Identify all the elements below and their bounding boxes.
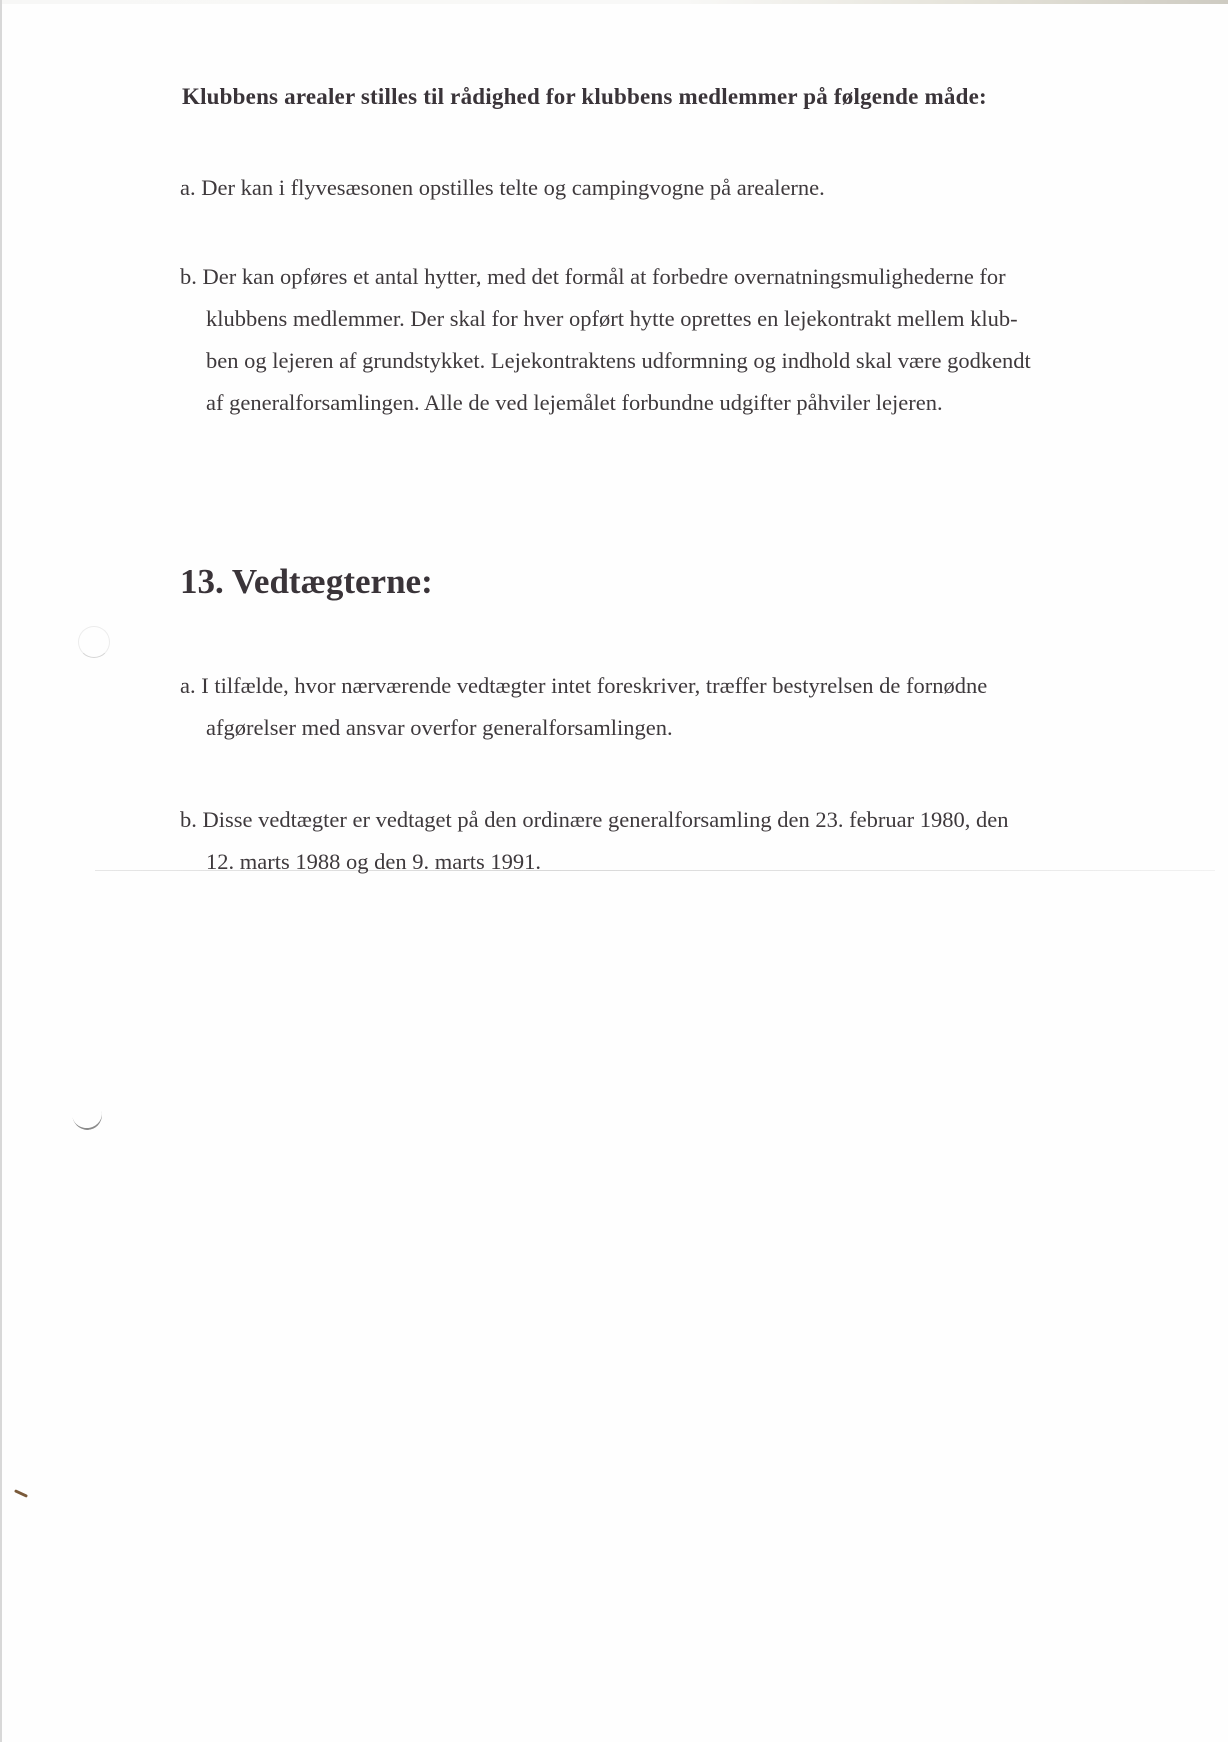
scan-mark (14, 1489, 28, 1498)
section-item-b (180, 799, 1008, 883)
intro-item-b (180, 256, 1031, 424)
punch-hole-upper (78, 626, 110, 658)
item-line: ben og lejeren af grundstykket. Lejekontraktens udformning og indhold skal være godkendt (206, 348, 1031, 373)
item-line: af generalforsamlingen. Alle de ved lejemålet forbundne udgifter påhviler lejeren. (206, 390, 943, 415)
item-line: a. I tilfælde, hvor nærværende vedtægter intet foreskriver, træffer bestyrelsen de fornødne (180, 673, 988, 698)
item-line: b. Disse vedtægter er vedtaget på den ordinære generalforsamling den 23. februar 1980, den (180, 807, 1009, 832)
scan-top-edge (0, 0, 1228, 4)
item-line: afgørelser med ansvar overfor generalforsamlingen. (206, 715, 673, 740)
item-line: klubbens medlemmer. Der skal for hver opført hytte oprettes en lejekontrakt mellem klub- (206, 306, 1018, 331)
section-item-a (180, 665, 987, 749)
item-line: a. Der kan i flyvesæsonen opstilles telte og campingvogne på arealerne. (180, 175, 825, 200)
section-heading: 13. Vedtægterne: (180, 562, 433, 601)
intro-heading: Klubbens arealer stilles til rådighed for klubbens medlemmer på følgende måde: (182, 84, 987, 109)
punch-hole-lower (69, 1095, 105, 1133)
item-line: b. Der kan opføres et antal hytter, med det formål at forbedre overnatningsmulighederne for (180, 264, 1006, 289)
scan-left-edge (0, 0, 2, 1742)
item-line: 12. marts 1988 og den 9. marts 1991. (206, 849, 541, 874)
intro-item-a (180, 167, 825, 209)
